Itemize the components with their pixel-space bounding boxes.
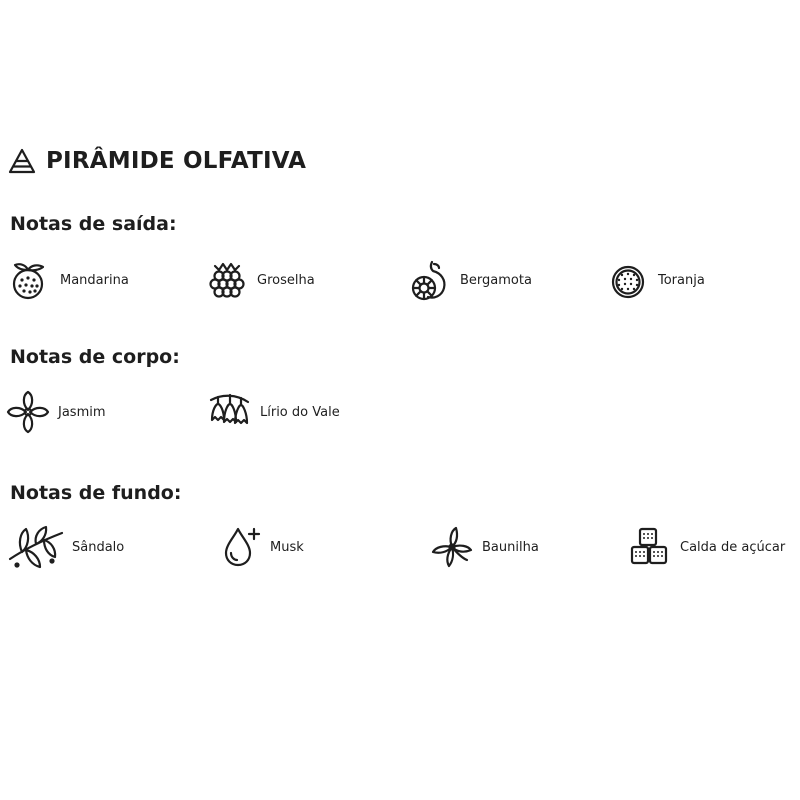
musk-drop-icon: [218, 525, 262, 569]
bergamot-icon: [408, 258, 452, 302]
jasmine-icon: [6, 390, 50, 434]
note-label: Mandarina: [60, 272, 129, 288]
mandarin-icon: [8, 258, 52, 302]
note-label: Musk: [270, 539, 304, 555]
section-title-base-notes: Notas de fundo:: [10, 482, 182, 504]
sandalwood-icon: [8, 525, 64, 569]
sugar-cubes-icon: [628, 525, 672, 569]
grapefruit-icon: [606, 258, 650, 302]
note-sandalo: [8, 519, 124, 575]
note-jasmim: [6, 384, 106, 440]
note-mandarina: [8, 252, 129, 308]
page-header: [8, 143, 306, 179]
note-calda-de-acucar: [628, 519, 785, 575]
section-title-top-notes: Notas de saída:: [10, 213, 177, 235]
note-label: Baunilha: [482, 539, 539, 555]
lily-of-the-valley-icon: [208, 390, 252, 434]
page-title: PIRÂMIDE OLFATIVA: [46, 148, 307, 174]
note-toranja: [606, 252, 705, 308]
heart-notes-row: [0, 384, 800, 440]
note-baunilha: [430, 519, 539, 575]
note-musk: [218, 519, 304, 575]
section-title-heart-notes: Notas de corpo:: [10, 346, 180, 368]
note-groselha: [205, 252, 315, 308]
note-label: Groselha: [257, 272, 315, 288]
note-label: Calda de açúcar: [680, 539, 786, 555]
note-label: Sândalo: [72, 539, 125, 555]
base-notes-row: [0, 519, 800, 575]
note-label: Toranja: [658, 272, 705, 288]
note-label: Jasmim: [58, 404, 106, 420]
currant-icon: [205, 258, 249, 302]
note-bergamota: [408, 252, 532, 308]
pyramid-icon: [8, 148, 36, 174]
note-label: Lírio do Vale: [260, 404, 340, 420]
note-lirio-do-vale: [208, 384, 340, 440]
note-label: Bergamota: [460, 272, 532, 288]
top-notes-row: [0, 252, 800, 308]
vanilla-flower-icon: [430, 525, 474, 569]
